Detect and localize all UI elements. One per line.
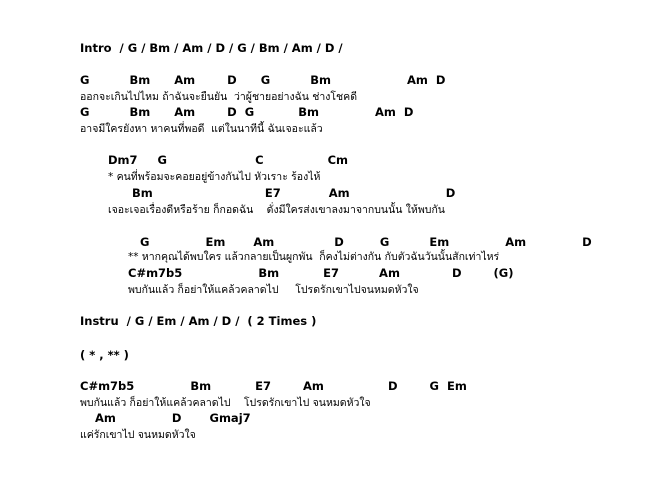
pre-chorus-chord-line-1: Dm7 G C Cm	[108, 153, 348, 167]
chorus-lyric-line-2: พบกันแล้ว ก็อย่าให้แคล้วคลาดไป โปรดรักเขาไปจนหมดหัวใจ	[128, 284, 419, 296]
repeat-marker: ( * , ** )	[80, 348, 129, 362]
verse-chord-line-2: G Bm Am D G Bm Am D	[80, 105, 414, 119]
intro-line: Intro / G / Bm / Am / D / G / Bm / Am / D /	[80, 41, 343, 55]
verse-lyric-line-1: ออกจะเกินไปไหม ถ้าฉันจะยืนยัน ว่าผู้ชายอย่างฉัน ช่างโชคดี	[80, 91, 358, 103]
outro-lyric-line-1: พบกันแล้ว ก็อย่าให้แคล้วคลาดไป โปรดรักเขาไป จนหมดหัวใจ	[80, 397, 371, 409]
outro-chord-line-2: Am D Gmaj7	[95, 411, 251, 425]
verse-lyric-line-2: อาจมีใครยังหา หาคนที่พอดี แต่ในนาทีนี้ ฉันเจอะแล้ว	[80, 123, 323, 135]
pre-chorus-lyric-line-1: * คนที่พร้อมจะคอยอยู่ข้างกันไป หัวเราะ ร้องไห้	[108, 171, 321, 183]
pre-chorus-chord-line-2: Bm E7 Am D	[132, 186, 456, 200]
chorus-chord-line-2: C#m7b5 Bm E7 Am D (G)	[128, 266, 514, 280]
outro-chord-line-1: C#m7b5 Bm E7 Am D G Em	[80, 379, 467, 393]
chorus-lyric-line-1: ** หากคุณได้พบใคร แล้วกลายเป็นผูกพัน ก็คงไม่ต่างกัน กับตัวฉันวันนั้นสักเท่าไหร่	[128, 251, 500, 263]
pre-chorus-lyric-line-2: เจอะเจอเรื่องดีหรือร้าย ก็กอดฉัน ดั่งมีใครส่งเขาลงมาจากบนนั้น ให้พบกัน	[108, 204, 445, 216]
instrumental-line: Instru / G / Em / Am / D / ( 2 Times )	[80, 314, 317, 328]
outro-lyric-line-2: แค่รักเขาไป จนหมดหัวใจ	[80, 429, 196, 441]
chorus-chord-line-1: G Em Am D G Em Am D	[140, 235, 592, 249]
verse-chord-line-1: G Bm Am D G Bm Am D	[80, 73, 446, 87]
